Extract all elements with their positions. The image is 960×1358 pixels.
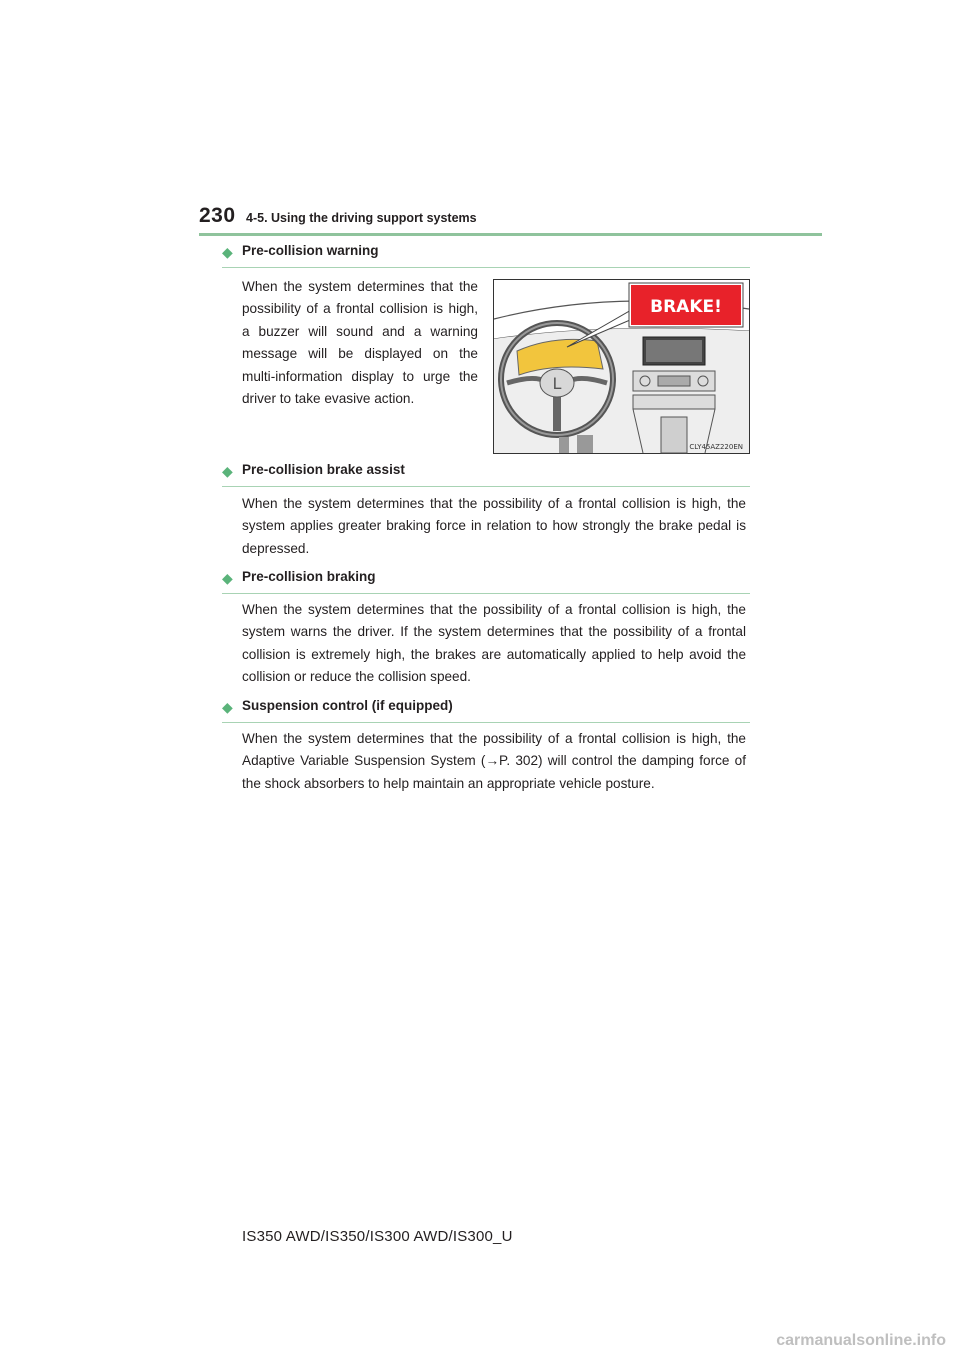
heading-rule (222, 486, 750, 487)
image-code: CLY45AZ220EN (689, 443, 743, 451)
header-rule (199, 233, 822, 236)
paragraph-suspension-control: When the system determines that the possibility of a frontal collision is high, the Adaptive Variable Suspension System (→P. 302) will control the damping force of the shock absorbers to help maintain an appropriate vehicle posture. (242, 731, 746, 791)
heading-text: Pre-collision braking (242, 569, 376, 584)
svg-text:L: L (552, 374, 562, 393)
page-number: 230 (199, 204, 236, 227)
footer-model: IS350 AWD/IS350/IS300 AWD/IS300_U (242, 1228, 513, 1245)
paragraph-pre-collision-braking: When the system determines that the possibility of a frontal collision is high, the system warns the driver. If the system determines that the possibility of a frontal collision is extremely high, the brakes are automatically applied to help avoid the collision or reduce the collision speed. (242, 602, 746, 685)
heading-pre-collision-braking (222, 568, 750, 594)
heading-rule (222, 593, 750, 594)
watermark: carmanualsonline.info (776, 1332, 946, 1349)
heading-pre-collision-brake-assist (222, 461, 750, 487)
diamond-bullet-icon: ◆ (222, 463, 233, 479)
heading-text: Pre-collision warning (242, 243, 379, 258)
paragraph-pre-collision-warning: When the system determines that the possibility of a frontal collision is high, a buzzer will sound and a warning message will be displayed on the multi-information display to urge the driver to take evasive action. (242, 279, 478, 407)
heading-rule (222, 267, 750, 268)
page-header (199, 204, 822, 234)
diamond-bullet-icon: ◆ (222, 570, 233, 586)
diamond-bullet-icon: ◆ (222, 244, 233, 260)
heading-text: Pre-collision brake assist (242, 462, 405, 477)
heading-rule (222, 722, 750, 723)
heading-suspension-control (222, 697, 750, 723)
brake-callout-text: BRAKE! (650, 297, 722, 317)
diamond-bullet-icon: ◆ (222, 699, 233, 715)
figure-brake-warning (493, 279, 750, 454)
section-title: 4-5. Using the driving support systems (246, 211, 477, 225)
paragraph-pre-collision-brake-assist: When the system determines that the possibility of a frontal collision is high, the system applies greater braking force in relation to how strongly the brake pedal is depressed. (242, 496, 746, 556)
heading-text: Suspension control (if equipped) (242, 698, 453, 713)
dashboard-illustration (493, 279, 750, 454)
heading-pre-collision-warning (222, 242, 750, 268)
